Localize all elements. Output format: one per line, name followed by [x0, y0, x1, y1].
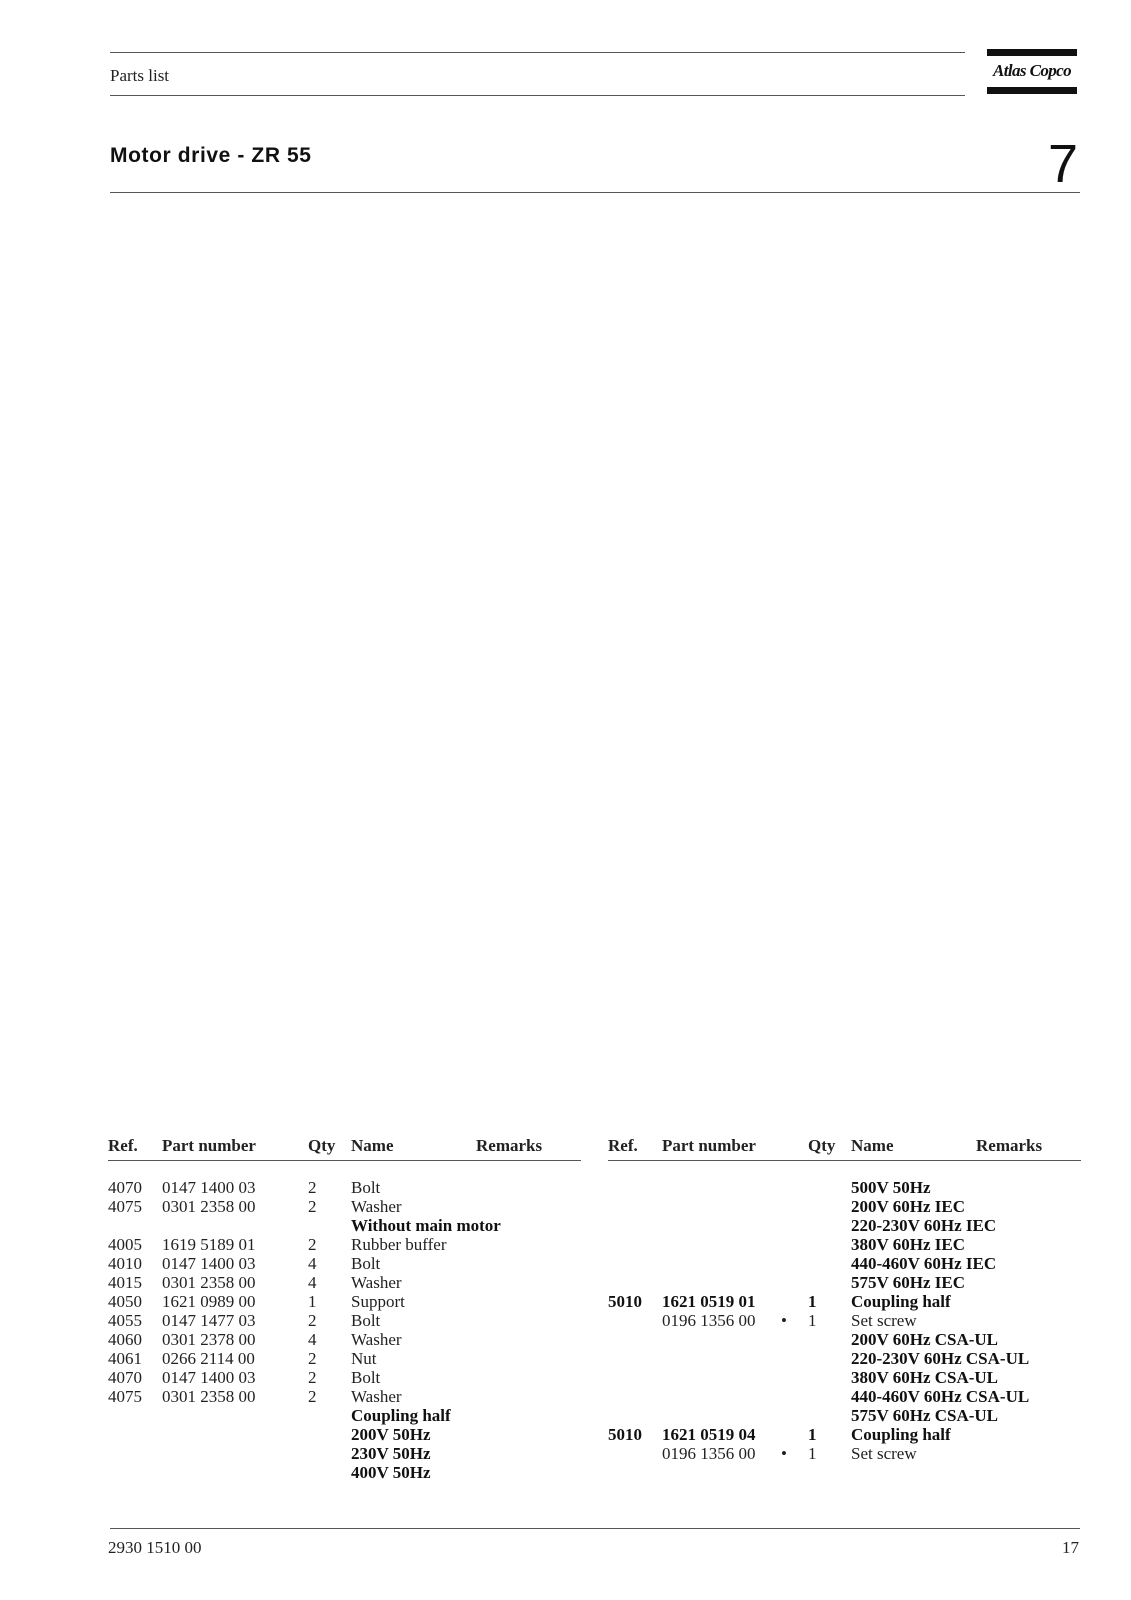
qty-cell: 2 [308, 1349, 317, 1368]
col-header-qty-left: Qty [308, 1136, 336, 1155]
qty-cell: 1 [808, 1425, 817, 1444]
name-cell: 220-230V 60Hz CSA-UL [851, 1349, 1030, 1368]
name-cell: Washer [351, 1273, 402, 1292]
name-cell: Coupling half [351, 1406, 451, 1425]
part-number-cell: 0196 1356 00 [662, 1311, 756, 1330]
name-cell: 500V 50Hz [851, 1178, 931, 1197]
qty-cell: 2 [308, 1368, 317, 1387]
name-cell: Support [351, 1292, 405, 1311]
ref-cell: 4061 [108, 1349, 142, 1368]
part-number-cell: 0301 2358 00 [162, 1273, 256, 1292]
table-header-rule-left [108, 1160, 581, 1161]
col-header-remarks-left: Remarks [476, 1136, 543, 1155]
ref-cell: 4070 [108, 1178, 142, 1197]
part-number-cell: 0196 1356 00 [662, 1444, 756, 1463]
name-cell: Rubber buffer [351, 1235, 447, 1254]
ref-cell: 5010 [608, 1425, 642, 1444]
part-number-cell: 0301 2378 00 [162, 1330, 256, 1349]
ref-cell: 4010 [108, 1254, 142, 1273]
document-number: 2930 1510 00 [108, 1538, 202, 1557]
name-cell: 200V 60Hz IEC [851, 1197, 965, 1216]
ref-cell: 4075 [108, 1197, 142, 1216]
part-number-cell: 0147 1400 03 [162, 1368, 256, 1387]
col-header-remarks-right: Remarks [976, 1136, 1043, 1155]
qty-cell: 4 [308, 1273, 317, 1292]
name-cell: Washer [351, 1197, 402, 1216]
header-top-rule [110, 52, 965, 53]
qty-cell: 2 [308, 1235, 317, 1254]
ref-cell: 4075 [108, 1387, 142, 1406]
name-cell: 440-460V 60Hz IEC [851, 1254, 997, 1273]
part-number-cell: 0266 2114 00 [162, 1349, 255, 1368]
name-cell: 230V 50Hz [351, 1444, 431, 1463]
name-cell: 200V 50Hz [351, 1425, 431, 1444]
footer-rule [110, 1528, 1080, 1529]
part-number-cell: 0147 1477 03 [162, 1311, 256, 1330]
spare-part-bullet: • [781, 1444, 787, 1463]
qty-cell: 2 [308, 1178, 317, 1197]
qty-cell: 1 [808, 1292, 817, 1311]
spare-part-bullet: • [781, 1311, 787, 1330]
ref-cell: 4070 [108, 1368, 142, 1387]
name-cell: Bolt [351, 1254, 381, 1273]
part-number-cell: 1621 0989 00 [162, 1292, 256, 1311]
page-title: Motor drive - ZR 55 [110, 144, 312, 167]
col-header-name-left: Name [351, 1136, 394, 1155]
part-number-cell: 0147 1400 03 [162, 1254, 256, 1273]
name-cell: Without main motor [351, 1216, 501, 1235]
qty-cell: 2 [308, 1387, 317, 1406]
title-rule [110, 192, 1080, 193]
ref-cell: 4060 [108, 1330, 142, 1349]
name-cell: Bolt [351, 1368, 381, 1387]
part-number-cell: 1619 5189 01 [162, 1235, 256, 1254]
qty-cell: 1 [808, 1311, 817, 1330]
col-header-part-right: Part number [662, 1136, 756, 1155]
ref-cell: 5010 [608, 1292, 642, 1311]
col-header-name-right: Name [851, 1136, 894, 1155]
name-cell: Washer [351, 1387, 402, 1406]
part-number-cell: 0301 2358 00 [162, 1197, 256, 1216]
brand-name: Atlas Copco [993, 61, 1071, 80]
name-cell: Bolt [351, 1178, 381, 1197]
qty-cell: 4 [308, 1254, 317, 1273]
name-cell: 380V 60Hz CSA-UL [851, 1368, 999, 1387]
col-header-part-left: Part number [162, 1136, 256, 1155]
ref-cell: 4005 [108, 1235, 142, 1254]
qty-cell: 2 [308, 1197, 317, 1216]
logo-top-bar [987, 49, 1077, 56]
name-cell: Set screw [851, 1311, 917, 1330]
part-number-cell: 1621 0519 01 [662, 1292, 756, 1311]
name-cell: 380V 60Hz IEC [851, 1235, 965, 1254]
name-cell: 200V 60Hz CSA-UL [851, 1330, 999, 1349]
header-bottom-rule [110, 95, 965, 96]
col-header-ref-right: Ref. [608, 1136, 638, 1155]
part-number-cell: 0147 1400 03 [162, 1178, 256, 1197]
table-header-rule-right [608, 1160, 1081, 1161]
name-cell: 400V 50Hz [351, 1463, 431, 1482]
name-cell: 575V 60Hz IEC [851, 1273, 965, 1292]
name-cell: 440-460V 60Hz CSA-UL [851, 1387, 1030, 1406]
name-cell: Washer [351, 1330, 402, 1349]
qty-cell: 4 [308, 1330, 317, 1349]
page-number: 17 [1062, 1538, 1079, 1557]
part-number-cell: 0301 2358 00 [162, 1387, 256, 1406]
name-cell: Bolt [351, 1311, 381, 1330]
chapter-number: 7 [1048, 134, 1079, 194]
qty-cell: 1 [808, 1444, 817, 1463]
name-cell: Coupling half [851, 1292, 951, 1311]
ref-cell: 4015 [108, 1273, 142, 1292]
name-cell: Set screw [851, 1444, 917, 1463]
name-cell: 575V 60Hz CSA-UL [851, 1406, 999, 1425]
name-cell: Coupling half [851, 1425, 951, 1444]
logo-bottom-bar [987, 87, 1077, 94]
col-header-ref-left: Ref. [108, 1136, 138, 1155]
part-number-cell: 1621 0519 04 [662, 1425, 756, 1444]
qty-cell: 1 [308, 1292, 317, 1311]
ref-cell: 4055 [108, 1311, 142, 1330]
section-label: Parts list [110, 66, 170, 85]
name-cell: 220-230V 60Hz IEC [851, 1216, 997, 1235]
brand-logo [987, 49, 1077, 95]
qty-cell: 2 [308, 1311, 317, 1330]
ref-cell: 4050 [108, 1292, 142, 1311]
name-cell: Nut [351, 1349, 377, 1368]
col-header-qty-right: Qty [808, 1136, 836, 1155]
